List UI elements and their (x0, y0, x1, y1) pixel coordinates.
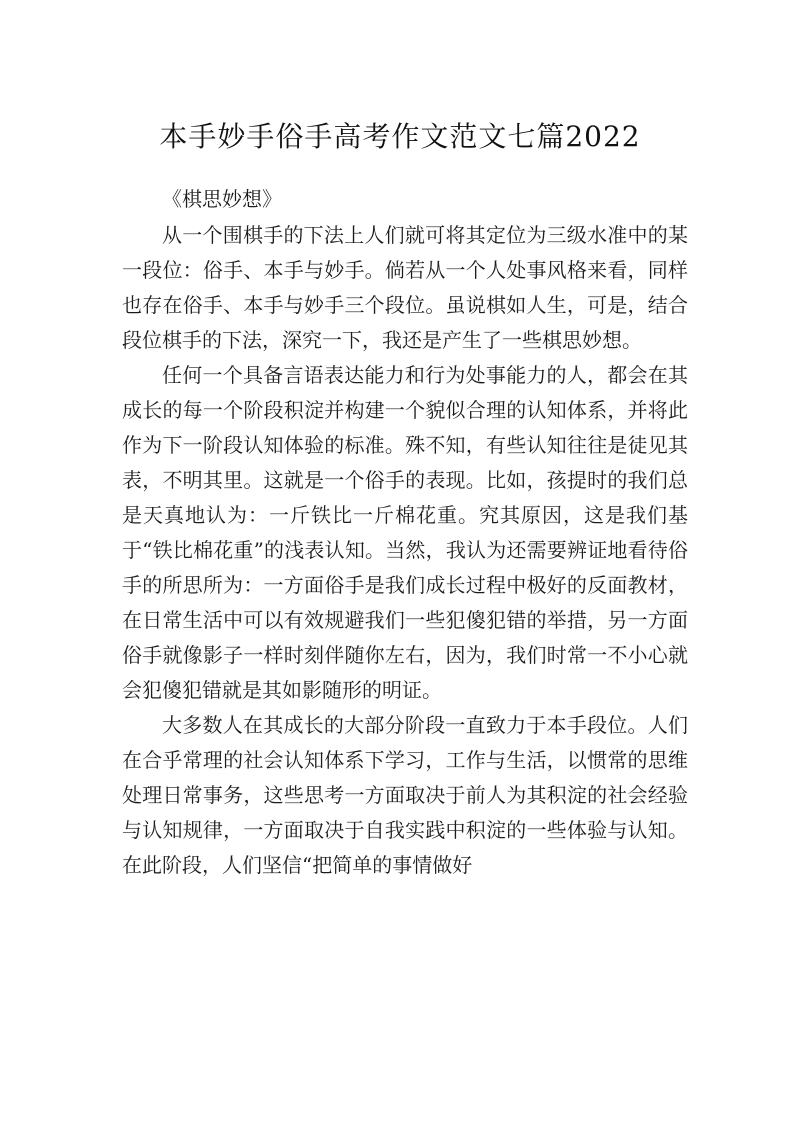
document-body (122, 182, 688, 883)
body-paragraph-2: 任何一个具备言语表达能力和行为处事能力的人，都会在其成长的每一个阶段积淀并构建一个貌似合理的认知体系，并将此作为下一阶段认知体验的标准。殊不知，有些认知往往是徒见其表，不明其里。这就是一个俗手的表现。比如，孩提时的我们总是天真地认为：一斤铁比一斤棉花重。究其原因，这是我们基于“铁比棉花重”的浅表认知。当然，我认为还需要辨证地看待俗手的所思所为：一方面俗手是我们成长过程中极好的反面教材，在日常生活中可以有效规避我们一些犯傻犯错的举措，另一方面俗手就像影子一样时刻伴随你左右，因为，我们时常一不小心就会犯傻犯错就是其如影随形的明证。 (122, 363, 688, 702)
document-title: 本手妙手俗手高考作文范文七篇2022 (159, 119, 641, 153)
body-paragraph-1: 从一个围棋手的下法上人们就可将其定位为三级水准中的某一段位：俗手、本手与妙手。倘若从一个人处事风格来看，同样也存在俗手、本手与妙手三个段位。虽说棋如人生，可是，结合段位棋手的下法，深究一下，我还是产生了一些棋思妙想。 (122, 223, 688, 352)
essay-subtitle: 《棋思妙想》 (162, 187, 282, 211)
body-paragraph-3: 大多数人在其成长的大部分阶段一直致力于本手段位。人们在合乎常理的社会认知体系下学习，工作与生活，以惯常的思维处理日常事务，这些思考一方面取决于前人为其积淀的社会经验与认知规律，一方面取决于自我实践中积淀的一些体验与认知。在此阶段，人们坚信“把简单的事情做好 (122, 713, 688, 877)
